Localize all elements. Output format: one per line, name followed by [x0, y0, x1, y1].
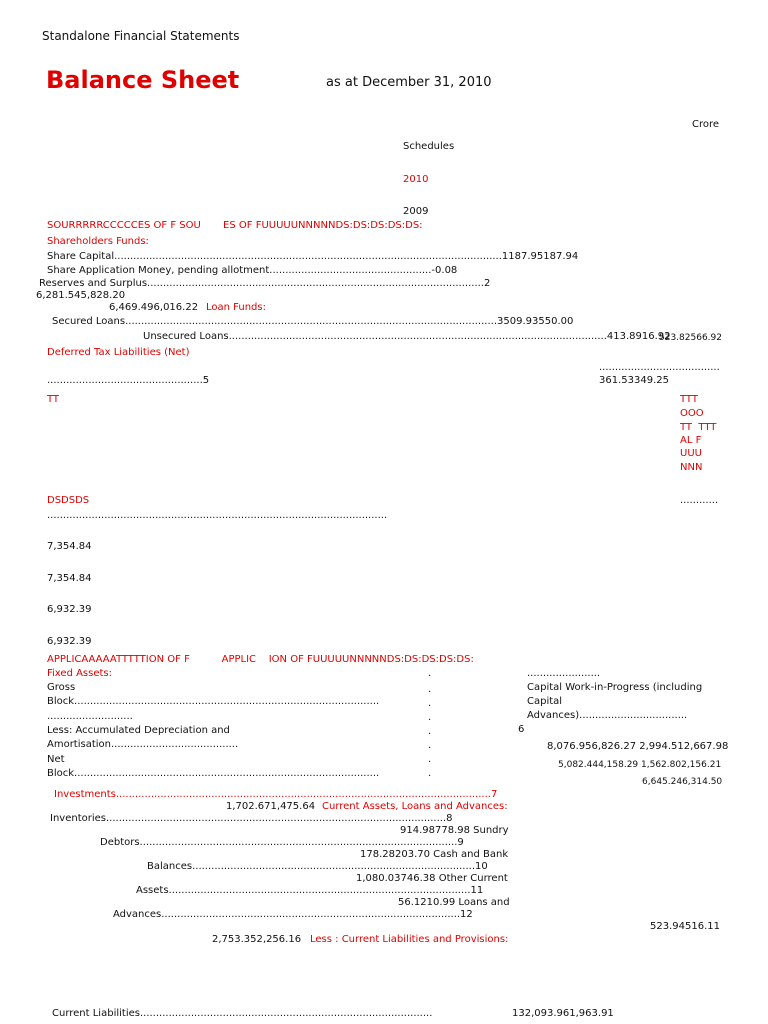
schedules-header: Schedules — [403, 141, 455, 152]
cwip-label-2: Capital — [527, 696, 563, 707]
current-assets-heading: Current Assets, Loans and Advances: — [322, 801, 508, 812]
bullet-7: . — [428, 754, 432, 765]
debtors-value: 178.28203.70 Cash and Bank — [360, 849, 509, 860]
total-fragment-3: TT TTT — [680, 422, 717, 433]
loan-funds-heading: Loan Funds: — [206, 302, 266, 313]
shareholders-total: 6,469.496,016.22 — [109, 302, 199, 313]
reserves-row: Reserves and Surplus..........................................................................................................2 — [39, 278, 491, 289]
bullet-2: . — [428, 684, 432, 695]
net-label: Net — [47, 754, 65, 765]
total-value-4: 6,932.39 — [47, 636, 92, 647]
bullet-1: . — [428, 668, 432, 679]
deferred-tax-value: 361.53349.25 — [599, 375, 669, 386]
year-2010-header: 2010 — [403, 174, 429, 185]
balances-value: 1,080.03746.38 Other Current — [356, 873, 508, 884]
gross-block-row: Block................................................................................................ — [47, 696, 380, 707]
deferred-tax-row: Deferred Tax Liabilities (Net) — [47, 347, 190, 358]
cwip-dots: ....................... — [527, 668, 601, 679]
bullet-6: . — [428, 740, 432, 751]
total-fragment-5: UUU — [680, 448, 702, 459]
as-at-date: as at December 31, 2010 — [326, 75, 492, 90]
share-capital-row: Share Capital..........................................................................................................................1187.95187.94 — [47, 251, 579, 262]
bullet-8: . — [428, 768, 432, 779]
balances-row: Balances.........................................................................................10 — [147, 861, 488, 872]
unsecured-loans-row: Unsecured Loans.......................................................................................................................413.8916.92 — [143, 331, 671, 342]
share-application-row: Share Application Money, pending allotment...................................................-0.08 — [47, 265, 458, 276]
fixed-assets-values-1: 8,076.956,826.27 2,994.512,667.98 — [547, 741, 729, 752]
unit-label: Crore — [692, 119, 720, 130]
investments-value: 1,702.671,475.64 — [226, 801, 316, 812]
current-liabilities-heading: Less : Current Liabilities and Provisions: — [310, 934, 509, 945]
dots-short: ............ — [680, 495, 719, 506]
gross-label: Gross — [47, 682, 76, 693]
application-of-funds-heading: APPLICAAAAATTTTTION OF F APPLIC ION OF FUUUUUNNNNNDS:DS:DS:DS:DS: — [47, 654, 474, 665]
current-liabilities-value: 132,093.961,963.91 — [512, 1008, 614, 1019]
schedule-six: 6 — [518, 724, 525, 735]
fixed-assets-heading: Fixed Assets: — [47, 668, 113, 679]
total-value-1: 7,354.84 — [47, 541, 92, 552]
dots-long: ........................................................................................................... — [47, 510, 388, 521]
bullet-4: . — [428, 712, 432, 723]
fixed-assets-values-2: 5,082.444,158.29 1,562.802,156.21 — [558, 760, 722, 770]
dsdsds-fragment: DSDSDS — [47, 495, 90, 506]
total-fragment-2: OOO — [680, 408, 704, 419]
bullet-3: . — [428, 698, 432, 709]
total-fragment-6: NNN — [680, 462, 703, 473]
shareholders-funds-heading: Shareholders Funds: — [47, 236, 149, 247]
net-block-row: Block................................................................................................ — [47, 768, 380, 779]
other-assets-row: Assets...............................................................................................11 — [136, 885, 484, 896]
amortisation-row: Amortisation........................................ — [47, 739, 239, 750]
cwip-label-1: Capital Work-in-Progress (including — [527, 682, 703, 693]
inventories-value: 914.98778.98 Sundry — [400, 825, 509, 836]
mid-dots: ........................... — [47, 711, 133, 722]
deferred-tax-dots: .................................................5 — [47, 375, 210, 386]
deferred-tax-dots-right: ...................................... — [599, 362, 720, 373]
page-title: Balance Sheet — [46, 66, 240, 94]
current-assets-total: 2,753.352,256.16 — [212, 934, 302, 945]
fixed-assets-values-3: 6,645.246,314.50 — [642, 777, 723, 787]
total-fragment-4: AL F — [680, 435, 702, 446]
other-assets-value: 56.1210.99 Loans and — [398, 897, 510, 908]
investments-row: Investments......................................................................................................................7 — [54, 789, 498, 800]
advances-value: 523.94516.11 — [650, 921, 720, 932]
total-label-fragment: TT — [47, 394, 60, 405]
cwip-label-3: Advances).................................. — [527, 710, 688, 721]
bullet-5: . — [428, 726, 432, 737]
total-fragment-1: TTT — [680, 394, 698, 405]
page-header: Standalone Financial Statements — [42, 29, 240, 43]
unsecured-loans-value-2009: 523.82566.92 — [659, 333, 722, 343]
sources-of-funds-heading: SOURRRRRCCCCCES OF F SOU ES OF FUUUUUNNNNNDS:DS:DS:DS:DS: — [47, 220, 423, 231]
depreciation-label: Less: Accumulated Depreciation and — [47, 725, 230, 736]
total-value-2: 7,354.84 — [47, 573, 92, 584]
year-2009-header: 2009 — [403, 206, 429, 217]
debtors-row: Debtors....................................................................................................9 — [100, 837, 464, 848]
secured-loans-row: Secured Loans.....................................................................................................................3509.93550.00 — [52, 316, 574, 327]
advances-row: Advances..............................................................................................12 — [113, 909, 473, 920]
total-value-3: 6,932.39 — [47, 604, 92, 615]
reserves-value: 6,281.545,828.20 — [36, 290, 126, 301]
current-liabilities-row: Current Liabilities............................................................................................ — [52, 1008, 433, 1019]
inventories-row: Inventories...........................................................................................................8 — [50, 813, 453, 824]
